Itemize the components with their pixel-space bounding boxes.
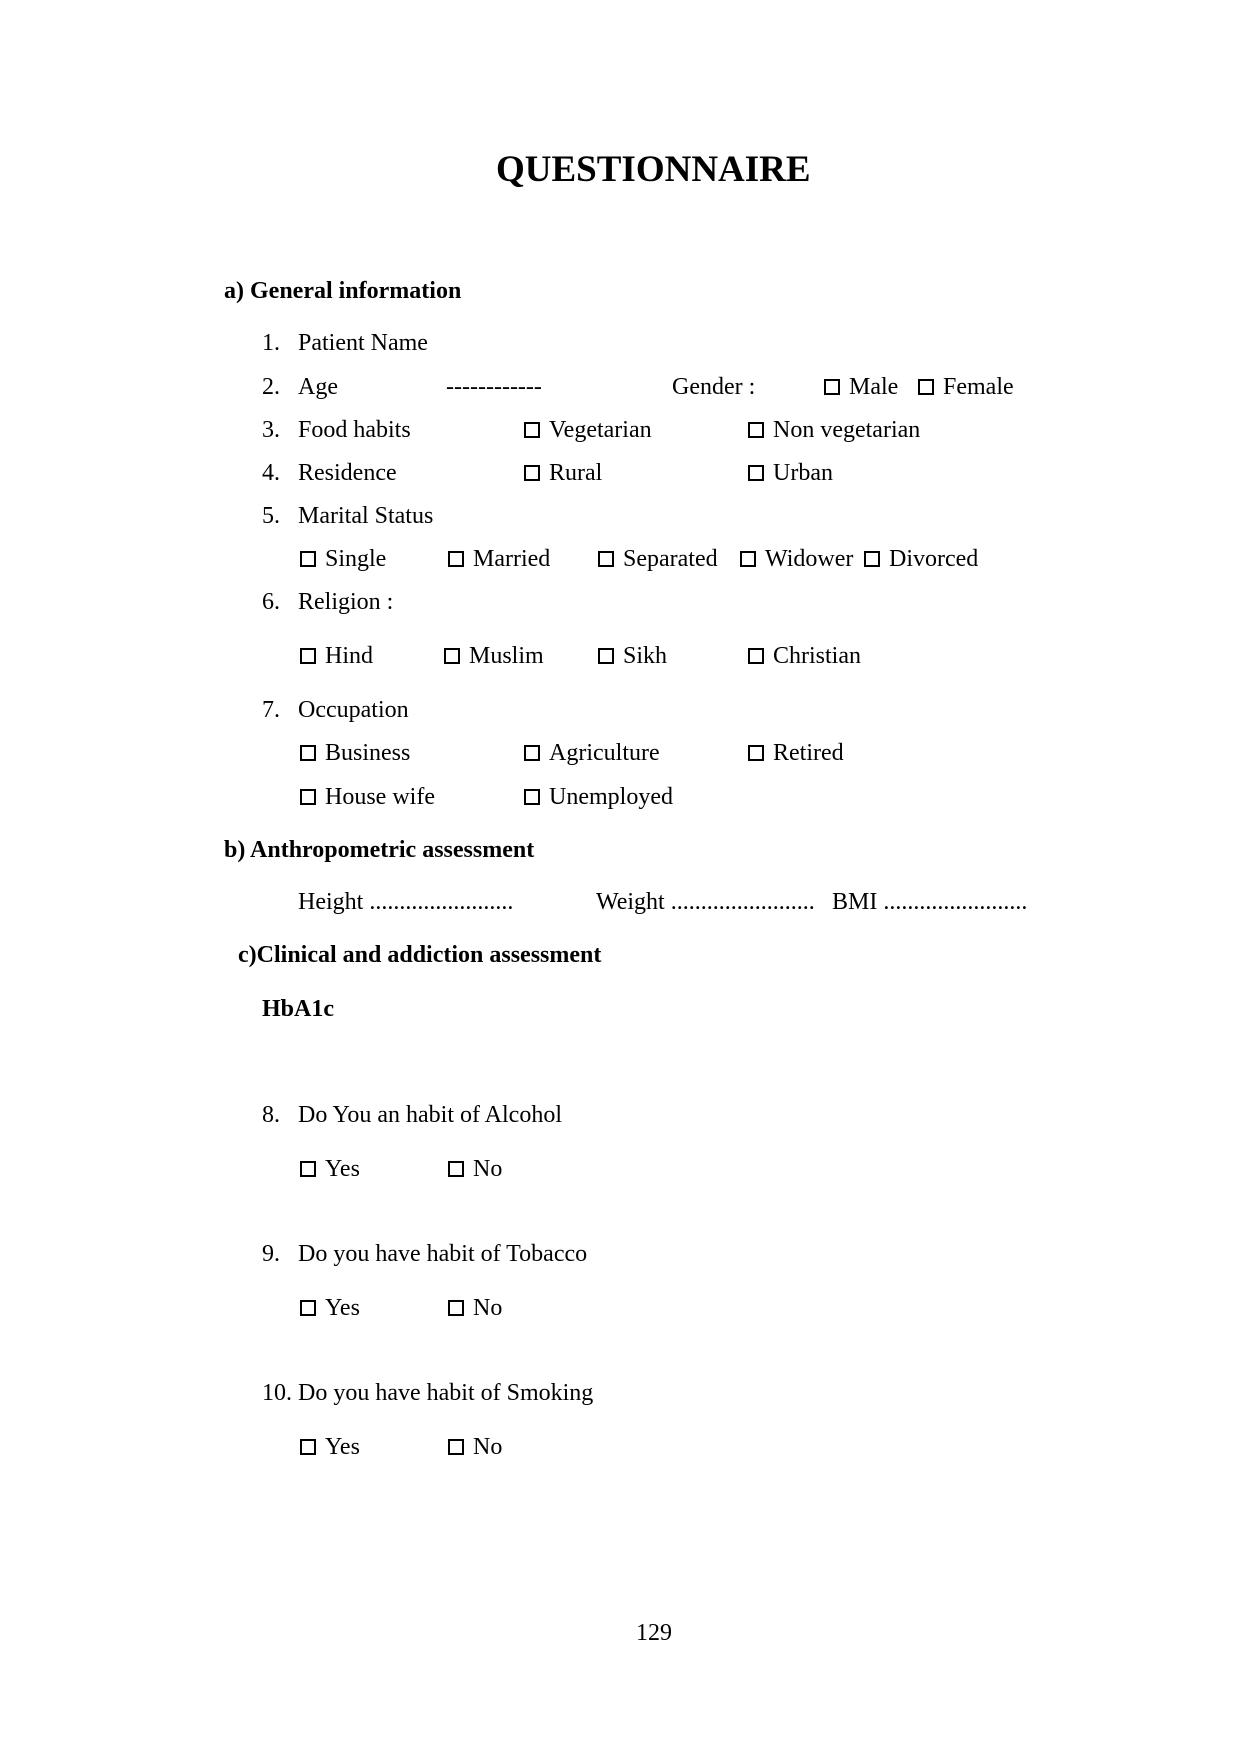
option-separated[interactable]: Separated [598, 546, 718, 573]
checkbox-icon[interactable] [524, 422, 540, 438]
weight-field[interactable]: Weight ........................ [596, 889, 815, 915]
q10-label: Do you have habit of Smoking [298, 1380, 594, 1406]
checkbox-icon[interactable] [824, 379, 840, 395]
option-divorced[interactable]: Divorced [864, 546, 978, 573]
option-muslim[interactable]: Muslim [444, 643, 544, 670]
checkbox-icon[interactable] [300, 1161, 316, 1177]
option-smoking-yes[interactable]: Yes [300, 1434, 360, 1461]
option-married[interactable]: Married [448, 546, 550, 573]
checkbox-icon[interactable] [598, 648, 614, 664]
checkbox-icon[interactable] [448, 1161, 464, 1177]
option-hind[interactable]: Hind [300, 643, 373, 670]
q8-label: Do You an habit of Alcohol [298, 1102, 562, 1128]
option-unemployed[interactable]: Unemployed [524, 784, 673, 811]
q5-label: Marital Status [298, 503, 434, 529]
option-house-wife[interactable]: House wife [300, 784, 435, 811]
checkbox-icon[interactable] [300, 745, 316, 761]
checkbox-icon[interactable] [748, 648, 764, 664]
option-single[interactable]: Single [300, 546, 386, 573]
option-vegetarian[interactable]: Vegetarian [524, 417, 652, 444]
section-anthropometric-assessment: b) Anthropometric assessment [224, 837, 535, 863]
checkbox-icon[interactable] [300, 1300, 316, 1316]
option-widower[interactable]: Widower [740, 546, 853, 573]
checkbox-icon[interactable] [748, 422, 764, 438]
checkbox-icon[interactable] [300, 648, 316, 664]
page-number: 129 [636, 1620, 672, 1646]
page-title: QUESTIONNAIRE [496, 149, 811, 190]
checkbox-icon[interactable] [524, 745, 540, 761]
q6-label: Religion : [298, 589, 394, 615]
checkbox-icon[interactable] [524, 789, 540, 805]
option-business[interactable]: Business [300, 740, 410, 767]
q9-label: Do you have habit of Tobacco [298, 1241, 588, 1267]
q2-number: 2. [262, 374, 280, 400]
q7-label: Occupation [298, 697, 409, 723]
checkbox-icon[interactable] [740, 551, 756, 567]
option-rural[interactable]: Rural [524, 460, 602, 487]
hba1c-label: HbA1c [262, 996, 334, 1022]
q3-label: Food habits [298, 417, 411, 443]
option-retired[interactable]: Retired [748, 740, 844, 767]
section-general-information: a) General information [224, 278, 462, 304]
q3-number: 3. [262, 417, 280, 443]
q4-number: 4. [262, 460, 280, 486]
option-alcohol-no[interactable]: No [448, 1156, 502, 1183]
option-female[interactable]: Female [918, 374, 1014, 401]
checkbox-icon[interactable] [524, 465, 540, 481]
section-clinical-addiction-assessment: c)Clinical and addiction assessment [238, 942, 602, 968]
option-agriculture[interactable]: Agriculture [524, 740, 660, 767]
checkbox-icon[interactable] [300, 789, 316, 805]
checkbox-icon[interactable] [598, 551, 614, 567]
q2-label: Age [298, 374, 338, 400]
q1-label: Patient Name [298, 330, 428, 356]
option-sikh[interactable]: Sikh [598, 643, 667, 670]
q1-number: 1. [262, 330, 280, 356]
checkbox-icon[interactable] [300, 1439, 316, 1455]
checkbox-icon[interactable] [864, 551, 880, 567]
option-urban[interactable]: Urban [748, 460, 833, 487]
checkbox-icon[interactable] [300, 551, 316, 567]
option-christian[interactable]: Christian [748, 643, 861, 670]
option-smoking-no[interactable]: No [448, 1434, 502, 1461]
q9-number: 9. [262, 1241, 280, 1267]
age-blank: ------------ [446, 374, 542, 400]
q4-label: Residence [298, 460, 397, 486]
q6-number: 6. [262, 589, 280, 615]
height-field[interactable]: Height ........................ [298, 889, 514, 915]
bmi-field[interactable]: BMI ........................ [832, 889, 1028, 915]
option-alcohol-yes[interactable]: Yes [300, 1156, 360, 1183]
checkbox-icon[interactable] [448, 1439, 464, 1455]
checkbox-icon[interactable] [918, 379, 934, 395]
checkbox-icon[interactable] [444, 648, 460, 664]
checkbox-icon[interactable] [448, 551, 464, 567]
option-non-vegetarian[interactable]: Non vegetarian [748, 417, 920, 444]
q7-number: 7. [262, 697, 280, 723]
option-tobacco-no[interactable]: No [448, 1295, 502, 1322]
option-tobacco-yes[interactable]: Yes [300, 1295, 360, 1322]
q10-number: 10. [262, 1380, 292, 1406]
checkbox-icon[interactable] [448, 1300, 464, 1316]
q5-number: 5. [262, 503, 280, 529]
checkbox-icon[interactable] [748, 745, 764, 761]
gender-label: Gender : [672, 374, 756, 400]
checkbox-icon[interactable] [748, 465, 764, 481]
option-male[interactable]: Male [824, 374, 898, 401]
q8-number: 8. [262, 1102, 280, 1128]
